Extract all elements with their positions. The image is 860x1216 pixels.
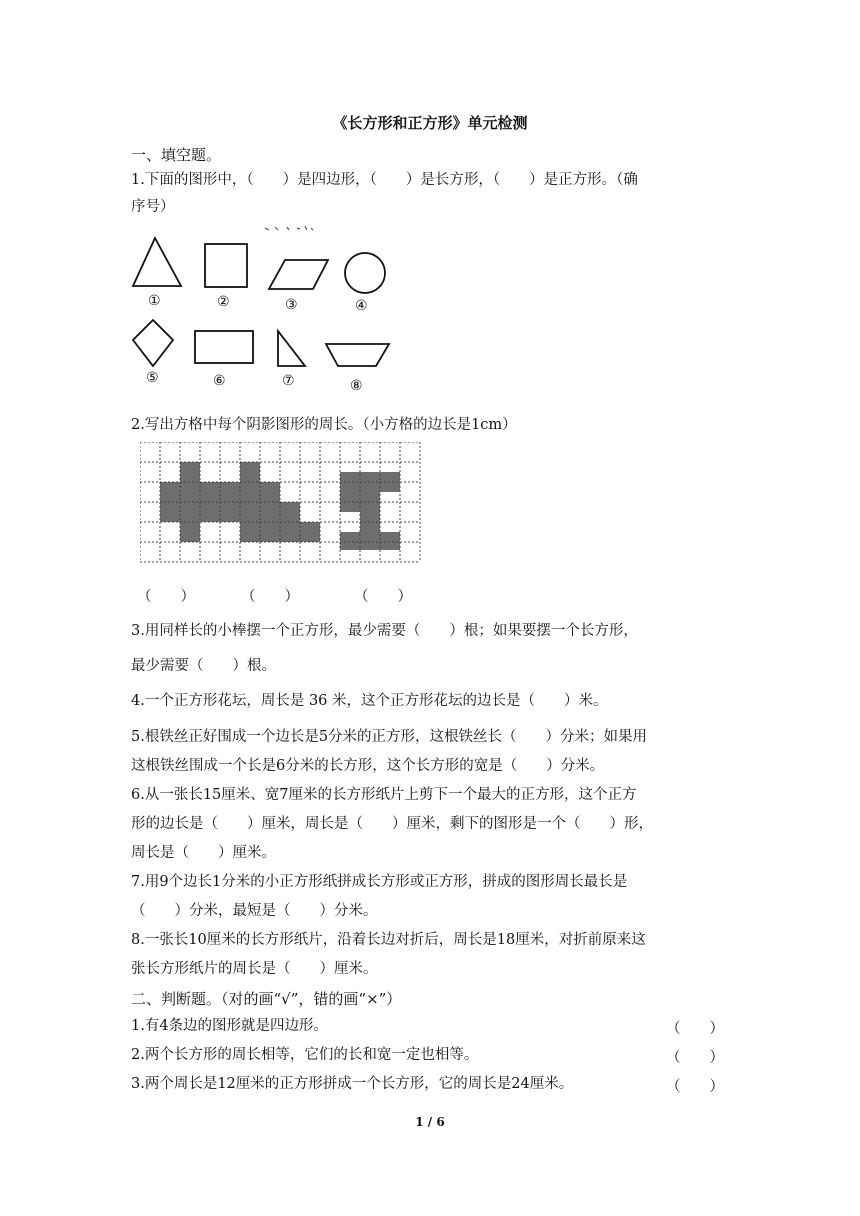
section-2-heading: 二、判断题。（对的画“√”，错的画“×”） xyxy=(131,990,402,1008)
trapezoid-shape xyxy=(326,344,389,366)
q8-line-1: 8.一张长10厘米的长方形纸片，沿着长边对折后，周长是18厘米，对折前原来这 xyxy=(131,932,646,948)
shape-label-8: ⑧ xyxy=(350,378,363,394)
judge-item-2-paren[interactable]: （ ） xyxy=(666,1050,724,1066)
parallelogram-shape xyxy=(269,260,328,289)
q5-line-2: 这根铁丝围成一个长是6分米的长方形，这个长方形的宽是（ ）分米。 xyxy=(131,758,605,774)
q7-line-2: （ ）分米，最短是（ ）分米。 xyxy=(131,903,378,919)
q8-line-2: 张长方形纸片的周长是（ ）厘米。 xyxy=(131,961,378,977)
q6-line-3: 周长是（ ）厘米。 xyxy=(131,845,276,861)
q1-line-1: 1.下面的图形中，（ ）是四边形，（ ）是长方形，（ ）是正方形。（确 xyxy=(131,172,638,188)
q6-line-1: 6.从一张长15厘米、宽7厘米的长方形纸片上剪下一个最大的正方形，这个正方 xyxy=(131,787,637,803)
shape-label-1: ① xyxy=(148,293,161,309)
q4-line-1: 4.一个正方形花坛，周长是 36 米，这个正方形花坛的边长是（ ）米。 xyxy=(131,693,608,709)
q2-answer-2[interactable]: （ ） xyxy=(241,589,299,605)
rectangle-shape xyxy=(195,331,253,363)
q2-grid-figure xyxy=(140,442,430,578)
shape-label-6: ⑥ xyxy=(213,373,226,389)
q2-text: 2.写出方格中每个阴影图形的周长。（小方格的边长是1cm） xyxy=(131,417,517,433)
q5-line-1: 5.根铁丝正好围成一个边长是5分米的正方形，这根铁丝长（ ）分米；如果用 xyxy=(131,729,648,745)
judge-item-1-text: 1.有4条边的图形就是四边形。 xyxy=(131,1018,329,1034)
judge-item-3-paren[interactable]: （ ） xyxy=(666,1079,724,1095)
shape-label-3: ③ xyxy=(285,297,298,313)
triangle-shape xyxy=(133,238,181,286)
document-title: 《长方形和正方形》单元检测 xyxy=(332,114,528,132)
q7-line-1: 7.用9个边长1分米的小正方形纸拼成长方形或正方形，拼成的图形周长最长是 xyxy=(131,874,628,890)
judge-item-1-paren[interactable]: （ ） xyxy=(666,1021,724,1037)
judge-item-3-text: 3.两个周长是12厘米的正方形拼成一个长方形，它的周长是24厘米。 xyxy=(131,1076,574,1092)
right-triangle-shape xyxy=(278,331,305,366)
section-1-heading: 一、填空题。 xyxy=(131,146,222,164)
shape-label-5: ⑤ xyxy=(146,370,159,386)
square-shape xyxy=(205,244,247,287)
shape-label-2: ② xyxy=(217,294,230,310)
shape-label-4: ④ xyxy=(355,298,368,314)
q2-answer-1[interactable]: （ ） xyxy=(137,589,195,605)
q3-line-2: 最少需要（ ）根。 xyxy=(131,658,276,674)
circle-shape xyxy=(345,253,385,293)
shape-label-7: ⑦ xyxy=(282,373,295,389)
q6-line-2: 形的边长是（ ）厘米，周长是（ ）厘米，剩下的图形是一个（ ）形， xyxy=(131,816,653,832)
judge-item-2-text: 2.两个长方形的周长相等，它们的长和宽一定也相等。 xyxy=(131,1047,479,1063)
page-number: 1 / 6 xyxy=(415,1115,445,1129)
q1-line-2: 序号） xyxy=(131,199,175,215)
q2-answer-3[interactable]: （ ） xyxy=(354,589,412,605)
rhombus-shape xyxy=(133,320,173,366)
q3-line-1: 3.用同样长的小棒摆一个正方形，最少需要（ ）根；如果要摆一个长方形， xyxy=(131,623,638,639)
